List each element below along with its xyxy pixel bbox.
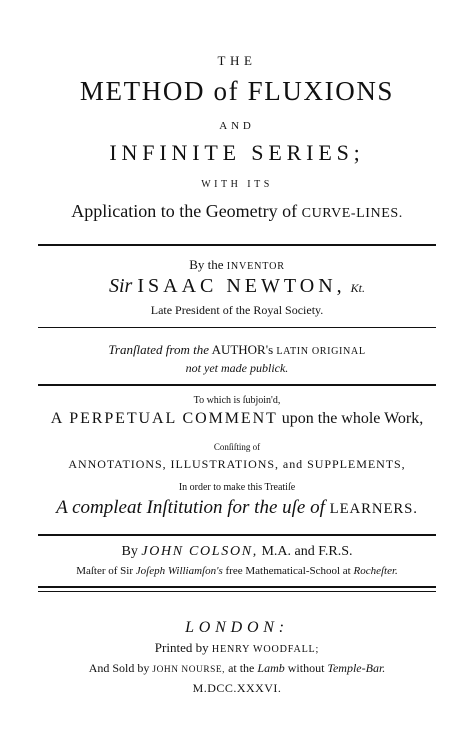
john-colson-text: JOHN COLSON, bbox=[141, 544, 258, 559]
john-nourse-text: JOHN NOURSE, bbox=[152, 665, 226, 675]
rule-5b bbox=[38, 591, 436, 592]
by-the-inventor-line bbox=[0, 258, 474, 272]
author-name-line bbox=[0, 276, 474, 296]
sir-text: Sir bbox=[109, 275, 133, 297]
master-of-sir-text: Maſter of Sir bbox=[76, 565, 134, 577]
joseph-williamson-text: Joſeph Williamſon's bbox=[135, 565, 223, 577]
curve-lines-text: CURVE-LINES. bbox=[301, 205, 403, 221]
perpetual-comment-text: A PERPETUAL COMMENT bbox=[50, 410, 278, 427]
upon-whole-work-text: upon the whole Work, bbox=[281, 410, 424, 427]
by-the-text: By the bbox=[189, 257, 224, 272]
rule-2 bbox=[38, 327, 436, 328]
master-line bbox=[0, 566, 474, 577]
inventor-text: INVENTOR bbox=[226, 261, 285, 272]
free-school-text: free Mathematical-School at bbox=[225, 565, 351, 577]
application-text: Application to the Geometry of bbox=[71, 201, 298, 221]
late-president-line: Late President of the Royal Society. bbox=[150, 303, 324, 317]
henry-woodfall-text: HENRY WOODFALL; bbox=[211, 644, 320, 655]
title-and: AND bbox=[219, 120, 255, 132]
sold-by-text: And Sold by bbox=[88, 661, 150, 675]
consisting-of-line: Conſiſting of bbox=[213, 442, 261, 452]
london-line: LONDON: bbox=[185, 619, 289, 636]
compleat-institution-text: A compleat Inſtitution for the uſe of bbox=[56, 497, 325, 518]
without-text: without bbox=[287, 661, 325, 675]
translated-from-text: Tranſlated from the bbox=[108, 342, 210, 357]
rule-3 bbox=[38, 384, 436, 386]
subjoined-line: To which is ſubjoin'd, bbox=[193, 395, 281, 406]
title-infinite-series: INFINITE SERIES; bbox=[109, 140, 365, 165]
in-order-line: In order to make this Treatiſe bbox=[178, 482, 296, 493]
not-yet-made-publick: not yet made publick. bbox=[185, 361, 289, 375]
printed-by-line bbox=[0, 641, 474, 655]
rule-1 bbox=[38, 244, 436, 246]
at-the-text: at the bbox=[228, 661, 255, 675]
knight-abbrev: Kt. bbox=[350, 281, 365, 295]
by-text: By bbox=[121, 544, 138, 559]
title-application-line bbox=[0, 202, 474, 220]
imprint-year: M.DCC.XXXVI. bbox=[192, 681, 282, 695]
title-with-its: WITH ITS bbox=[201, 179, 273, 190]
annotations-line: ANNOTATIONS, ILLUSTRATIONS, and SUPPLEMENTS, bbox=[68, 457, 406, 471]
title-method-of-fluxions: METHOD of FLUXIONS bbox=[79, 76, 395, 106]
editor-line bbox=[0, 545, 474, 559]
translated-line bbox=[0, 343, 474, 357]
title-the: THE bbox=[217, 53, 257, 68]
compleat-institution-line bbox=[0, 498, 474, 517]
printed-by-text: Printed by bbox=[154, 640, 209, 655]
perpetual-comment-line bbox=[0, 411, 474, 427]
latin-original-text: LATIN ORIGINAL bbox=[276, 346, 366, 357]
learners-text: LEARNERS. bbox=[329, 501, 418, 517]
rule-5a bbox=[38, 586, 436, 588]
rochester-text: Rocheſter. bbox=[353, 565, 398, 577]
temple-bar-text: Temple-Bar. bbox=[327, 661, 386, 675]
authors-text: AUTHOR's bbox=[211, 342, 274, 357]
isaac-newton-text: ISAAC NEWTON, bbox=[137, 275, 346, 297]
degrees-text: M.A. and F.R.S. bbox=[261, 544, 353, 559]
rule-4 bbox=[38, 534, 436, 536]
lamb-text: Lamb bbox=[257, 661, 285, 675]
sold-by-line bbox=[0, 662, 474, 675]
